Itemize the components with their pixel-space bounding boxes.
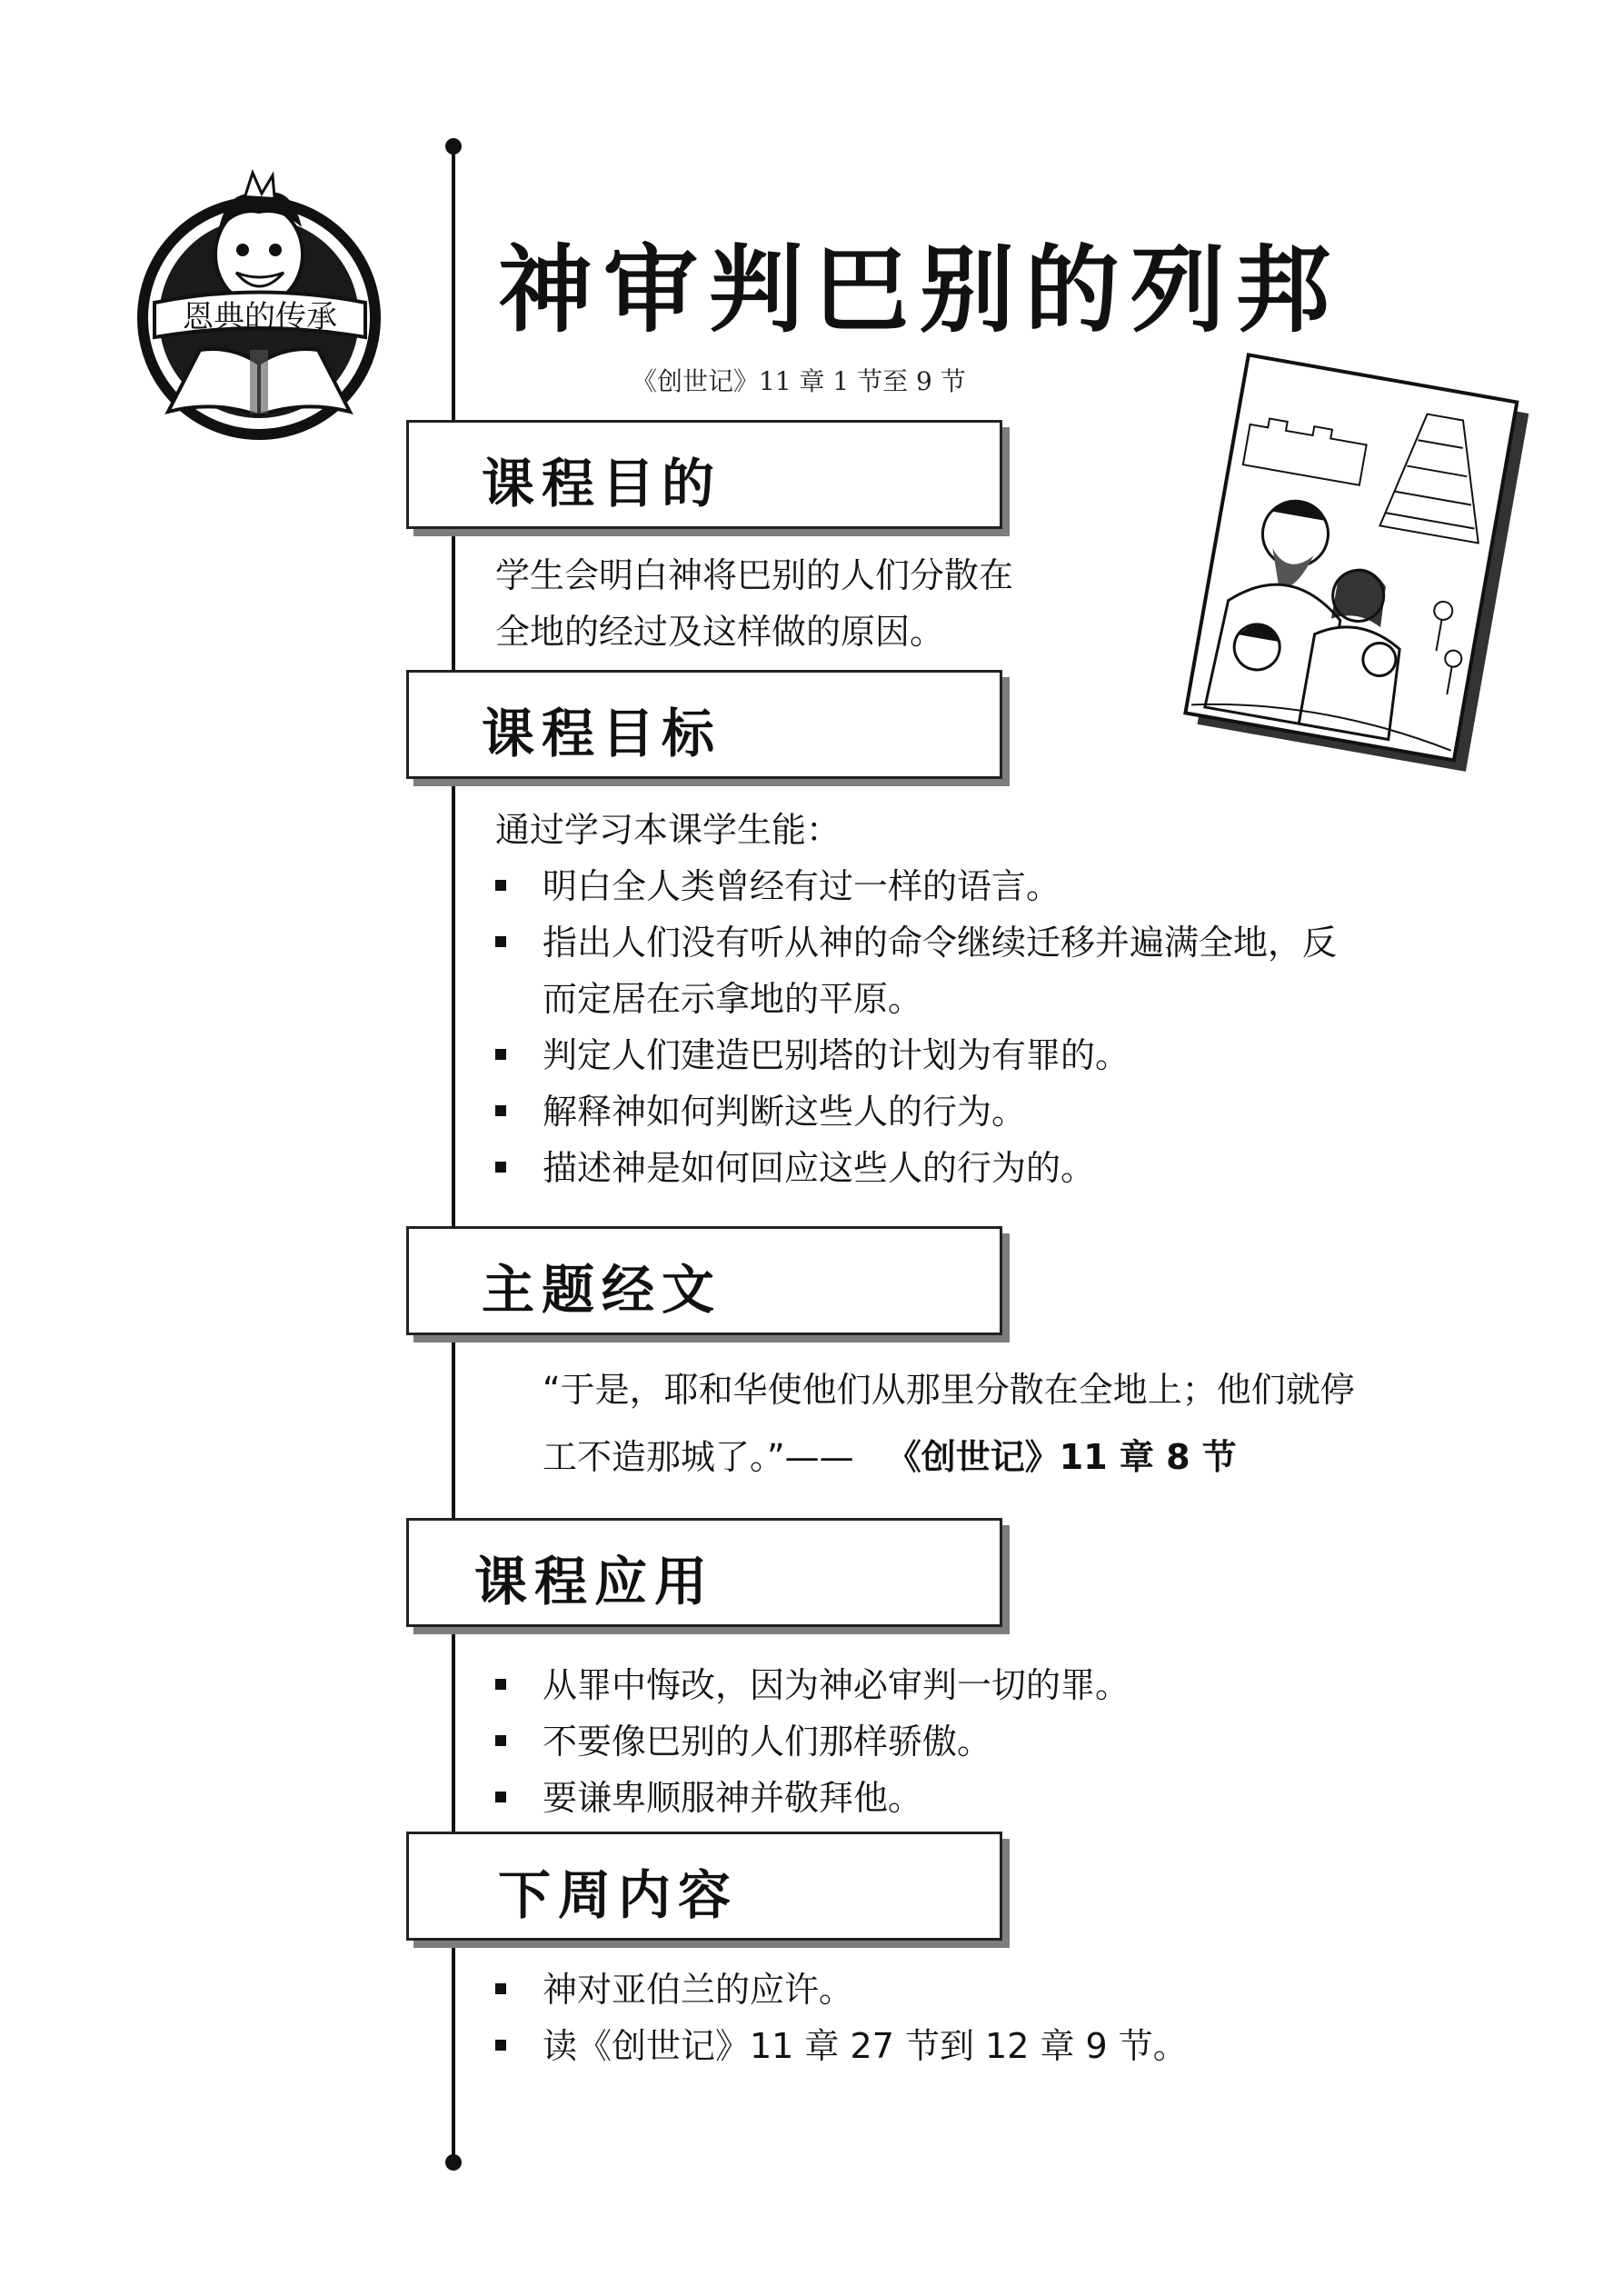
list-item: 读《创世记》11 章 27 节到 12 章 9 节。 — [495, 2018, 1188, 2074]
theme-verse-line-2: 工不造那城了。”—— 《创世记》11 章 8 节 — [543, 1437, 1237, 1477]
list-item: 不要像巴别的人们那样骄傲。 — [495, 1713, 1130, 1770]
list-item: 从罪中悔改，因为神必审判一切的罪。 — [495, 1657, 1130, 1713]
theme-verse-line-1: “于是，耶和华使他们从那里分散在全地上；他们就停 — [543, 1370, 1355, 1410]
purpose-text — [495, 547, 1013, 660]
section-title-application: 课程应用 — [474, 1551, 715, 1612]
list-item: 解释神如何判断这些人的行为。 — [495, 1083, 1337, 1140]
section-header-objectives — [406, 670, 1002, 779]
logo-emblem — [136, 168, 382, 441]
section-header-purpose — [406, 420, 1002, 529]
section-header-theme-verse — [406, 1226, 1002, 1335]
square-bullet-icon — [495, 1735, 506, 1746]
application-list — [495, 1657, 1130, 1826]
square-bullet-icon — [495, 1162, 506, 1173]
next-week-list — [495, 1962, 1188, 2074]
list-item: 指出人们没有听从神的命令继续迁移并遍满全地，反 — [495, 914, 1337, 971]
purpose-line-2: 全地的经过及这样做的原因。 — [495, 612, 945, 652]
objectives-list — [495, 858, 1337, 1196]
list-item: 判定人们建造巴别塔的计划为有罪的。 — [495, 1027, 1337, 1083]
square-bullet-icon — [495, 936, 506, 947]
square-bullet-icon — [495, 1983, 506, 1994]
theme-verse-reference: 《创世记》11 章 8 节 — [886, 1437, 1237, 1477]
list-item: 神对亚伯兰的应许。 — [495, 1962, 1188, 2018]
list-item: 要谦卑顺服神并敬拜他。 — [495, 1770, 1130, 1826]
timeline-dot-bottom — [445, 2154, 462, 2171]
section-title-purpose: 课程目的 — [482, 453, 722, 514]
square-bullet-icon — [495, 2040, 506, 2051]
theme-verse-text — [543, 1356, 1355, 1491]
scripture-reference: 《创世记》11 章 1 节至 9 节 — [632, 366, 966, 396]
list-item: 描述神是如何回应这些人的行为的。 — [495, 1140, 1337, 1196]
objectives-intro: 通过学习本课学生能： — [495, 810, 841, 850]
babel-illustration — [1163, 350, 1554, 786]
square-bullet-icon — [495, 1792, 506, 1802]
logo-text: 恩典的传承 — [183, 299, 337, 335]
section-title-objectives: 课程目标 — [482, 703, 722, 764]
section-title-theme-verse: 主题经文 — [482, 1259, 722, 1321]
square-bullet-icon — [495, 1105, 506, 1116]
square-bullet-icon — [495, 880, 506, 891]
section-header-next-week — [406, 1832, 1002, 1941]
list-item: 明白全人类曾经有过一样的语言。 — [495, 858, 1337, 914]
square-bullet-icon — [495, 1049, 506, 1060]
list-item-continuation: 而定居在示拿地的平原。 — [543, 979, 923, 1019]
section-title-next-week: 下周内容 — [498, 1864, 739, 1926]
purpose-line-1: 学生会明白神将巴别的人们分散在 — [495, 555, 1014, 595]
section-header-application — [406, 1518, 1002, 1627]
square-bullet-icon — [495, 1679, 506, 1690]
lesson-title: 神审判巴别的列邦 — [498, 234, 1342, 345]
timeline-dot-top — [445, 138, 462, 155]
